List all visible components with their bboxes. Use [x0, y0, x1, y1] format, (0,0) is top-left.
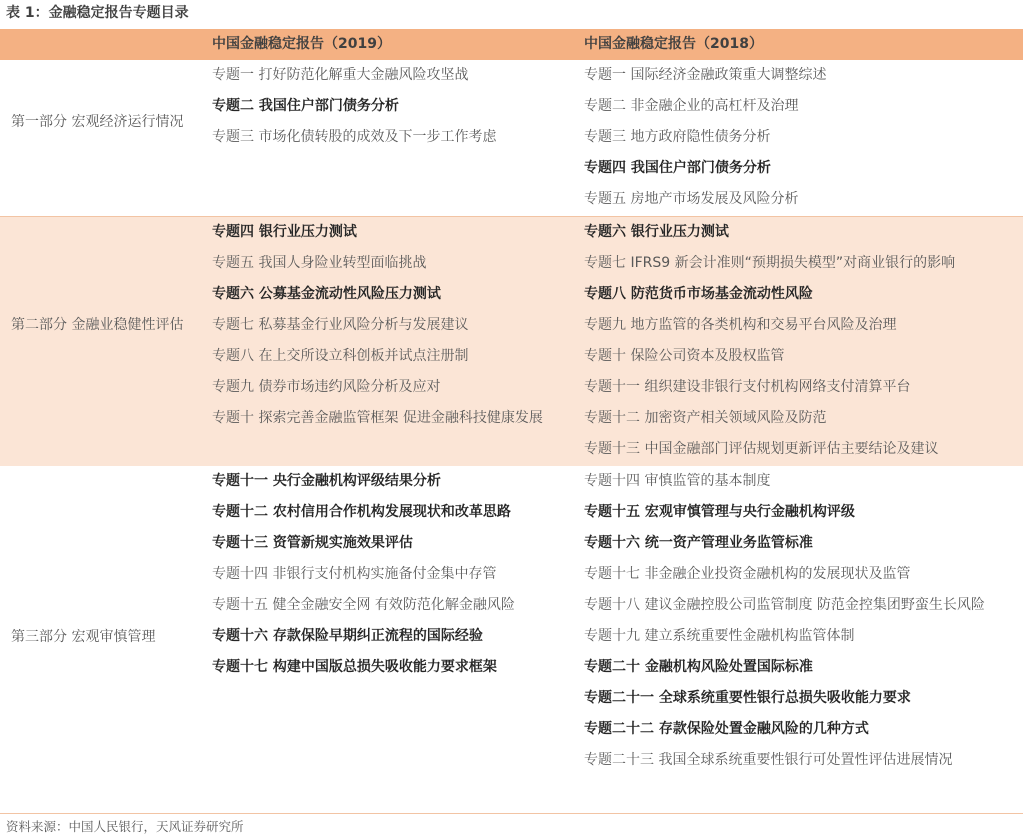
- topic-item: 专题九 地方监管的各类机构和交易平台风险及治理: [584, 317, 897, 333]
- header-2018-report: 中国金融稳定报告（2018）: [584, 36, 763, 52]
- topic-item: 专题十一 组织建设非银行支付机构网络支付清算平台: [584, 379, 911, 395]
- topic-item: 专题十二 加密资产相关领域风险及防范: [584, 410, 827, 426]
- topic-item: 专题一 国际经济金融政策重大调整综述: [584, 67, 827, 83]
- table-caption: 表 1：金融稳定报告专题目录: [6, 5, 189, 21]
- topic-item: 专题十一 央行金融机构评级结果分析: [212, 473, 441, 489]
- topics-2019: [212, 217, 568, 434]
- topic-item: 专题十六 统一资产管理业务监管标准: [584, 535, 813, 551]
- topic-item: 专题二十 金融机构风险处置国际标准: [584, 659, 813, 675]
- topic-item: 专题二十三 我国全球系统重要性银行可处置性评估进展情况: [584, 752, 953, 768]
- section-macroprudential: [0, 466, 1023, 814]
- topic-item: 专题三 地方政府隐性债务分析: [584, 129, 771, 145]
- topic-item: 专题十二 农村信用合作机构发展现状和改革思路: [212, 504, 511, 520]
- topic-item: 专题十六 存款保险早期纠正流程的国际经验: [212, 628, 483, 644]
- topic-item: 专题二 非金融企业的高杠杆及治理: [584, 98, 799, 114]
- topic-item: 专题五 我国人身险业转型面临挑战: [212, 255, 427, 271]
- topic-item: 专题四 银行业压力测试: [212, 224, 357, 240]
- topics-2019: [212, 60, 568, 153]
- topics-2018: [584, 60, 1016, 215]
- topic-item: 专题十四 非银行支付机构实施备付金集中存管: [212, 566, 497, 582]
- section-financial-soundness: [0, 217, 1023, 466]
- topic-item: 专题八 防范货币市场基金流动性风险: [584, 286, 813, 302]
- topics-2019: [212, 466, 568, 683]
- topic-item: 专题六 银行业压力测试: [584, 224, 729, 240]
- topic-item: 专题十七 构建中国版总损失吸收能力要求框架: [212, 659, 497, 675]
- topic-item: 专题九 债券市场违约风险分析及应对: [212, 379, 441, 395]
- topic-item: 专题三 市场化债转股的成效及下一步工作考虑: [212, 129, 497, 145]
- topic-item: 专题二 我国住户部门债务分析: [212, 98, 399, 114]
- topic-item: 专题十 保险公司资本及股权监管: [584, 348, 785, 364]
- topic-item: 专题五 房地产市场发展及风险分析: [584, 191, 799, 207]
- topic-item: 专题十三 资管新规实施效果评估: [212, 535, 413, 551]
- part-label: 第二部分 金融业稳健性评估: [11, 317, 184, 333]
- topics-2018: [584, 217, 1016, 465]
- topic-item: 专题十九 建立系统重要性金融机构监管体制: [584, 628, 855, 644]
- part-label: 第三部分 宏观审慎管理: [11, 629, 156, 645]
- topic-item: 专题一 打好防范化解重大金融风险攻坚战: [212, 67, 469, 83]
- topic-item: 专题十七 非金融企业投资金融机构的发展现状及监管: [584, 566, 911, 582]
- topic-item: 专题十三 中国金融部门评估规划更新评估主要结论及建议: [584, 441, 939, 457]
- section-macro-economy: [0, 60, 1023, 217]
- header-2019-report: 中国金融稳定报告（2019）: [212, 36, 391, 52]
- topic-item: 专题二十一 全球系统重要性银行总损失吸收能力要求: [584, 690, 911, 706]
- topic-item: 专题四 我国住户部门债务分析: [584, 160, 771, 176]
- topic-item: 专题十四 审慎监管的基本制度: [584, 473, 771, 489]
- topic-item: 专题十八 建议金融控股公司监管制度 防范金控集团野蛮生长风险: [584, 597, 985, 613]
- topic-item: 专题十五 宏观审慎管理与央行金融机构评级: [584, 504, 855, 520]
- topic-item: 专题七 IFRS9 新会计准则“预期损失模型”对商业银行的影响: [584, 255, 956, 271]
- table-header: [0, 29, 1023, 60]
- topic-item: 专题六 公募基金流动性风险压力测试: [212, 286, 441, 302]
- topic-item: 专题十 探索完善金融监管框架 促进金融科技健康发展: [212, 410, 543, 426]
- topic-item: 专题十五 健全金融安全网 有效防范化解金融风险: [212, 597, 515, 613]
- part-label: 第一部分 宏观经济运行情况: [11, 114, 184, 130]
- topic-item: 专题七 私募基金行业风险分析与发展建议: [212, 317, 469, 333]
- topics-2018: [584, 466, 1016, 776]
- topic-item: 专题八 在上交所设立科创板并试点注册制: [212, 348, 469, 364]
- source-note: 资料来源：中国人民银行，天风证券研究所: [6, 819, 244, 834]
- topic-item: 专题二十二 存款保险处置金融风险的几种方式: [584, 721, 869, 737]
